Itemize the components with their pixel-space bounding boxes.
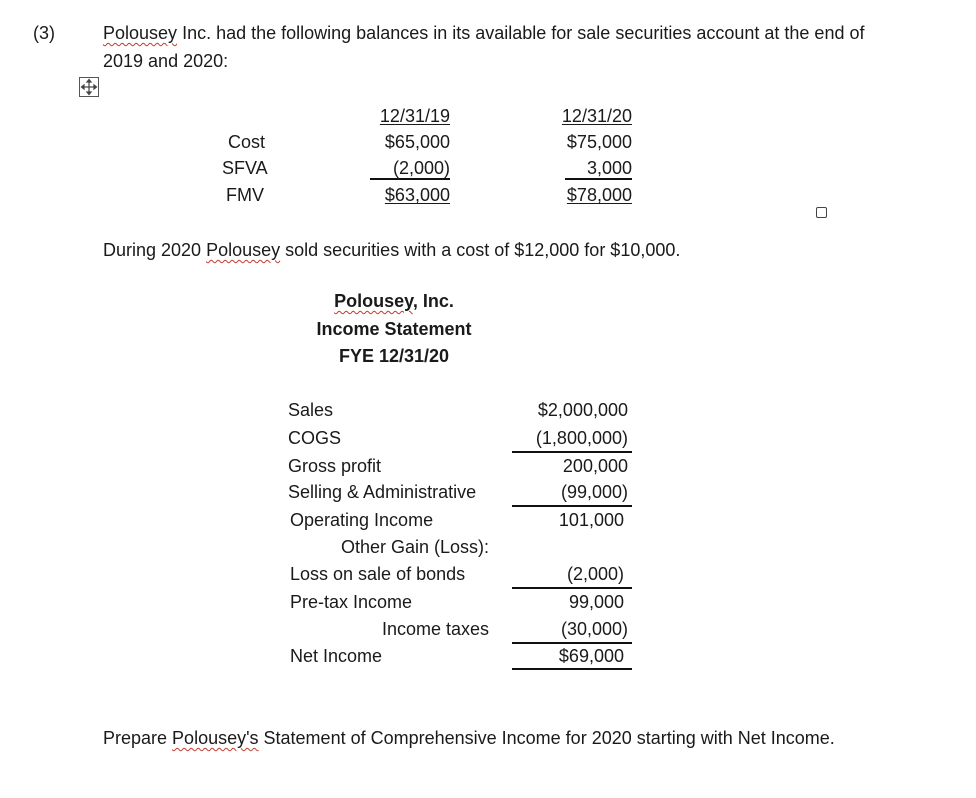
sfva-2019-underline [370, 178, 450, 180]
cost-2020: $75,000 [566, 132, 632, 152]
is-label-pretax-income: Pre-tax Income [290, 592, 413, 612]
net-income-underline [512, 668, 632, 670]
intro-line-2: 2019 and 2020: [103, 51, 229, 71]
loss-underline [512, 587, 632, 589]
is-value-loss-on-sale: (2,000) [566, 564, 624, 584]
is-value-operating-income: 101,000 [558, 510, 624, 530]
intro-text: Inc. had the following balances in its available for sale securities account at the end of [177, 23, 865, 43]
col-header-2020: 12/31/20 [561, 106, 632, 126]
col-header-2019: 12/31/19 [379, 106, 450, 126]
company-name: Polousey [103, 23, 178, 43]
is-label-loss-on-sale: Loss on sale of bonds [290, 564, 466, 584]
is-label-operating-income: Operating Income [290, 510, 434, 530]
is-value-sales: $2,000,000 [537, 400, 628, 420]
fmv-2020: $78,000 [566, 185, 632, 205]
selling-admin-underline [512, 505, 632, 507]
taxes-underline [512, 642, 632, 644]
is-label-gross-profit: Gross profit [288, 456, 382, 476]
is-value-pretax-income: 99,000 [568, 592, 624, 612]
question-intro [103, 22, 864, 44]
is-label-selling-admin: Selling & Administrative [288, 482, 477, 502]
fmv-2019: $63,000 [384, 185, 450, 205]
is-label-net-income: Net Income [290, 646, 383, 666]
is-value-cogs: (1,800,000) [535, 428, 628, 448]
statement-title: Income Statement [316, 319, 472, 339]
table-move-handle[interactable] [79, 77, 99, 97]
row-label-cost: Cost [228, 132, 266, 152]
move-icon [80, 78, 98, 96]
cogs-underline [512, 451, 632, 453]
is-label-other-gain-loss: Other Gain (Loss): [341, 537, 490, 557]
statement-company: Polousey, Inc. [334, 291, 454, 311]
cost-2019: $65,000 [384, 132, 450, 152]
row-label-fmv: FMV [226, 185, 264, 205]
checkbox[interactable] [816, 207, 827, 218]
company-name: Polousey [206, 240, 281, 260]
sfva-2020-underline [565, 178, 632, 180]
is-value-net-income: $69,000 [558, 646, 624, 666]
is-label-cogs: COGS [288, 428, 342, 448]
is-label-sales: Sales [288, 400, 334, 420]
statement-period: FYE 12/31/20 [338, 346, 450, 366]
is-value-selling-admin: (99,000) [560, 482, 628, 502]
question-number: (3) [33, 23, 55, 43]
is-label-income-taxes: Income taxes [382, 619, 490, 639]
company-name: Polousey's [172, 728, 259, 748]
prompt-text: Prepare Polousey's Statement of Comprehensive Income for 2020 starting with Net Income. [103, 728, 835, 748]
is-value-gross-profit: 200,000 [562, 456, 628, 476]
sfva-2019: (2,000) [392, 158, 450, 178]
sfva-2020: 3,000 [586, 158, 632, 178]
row-label-sfva: SFVA [222, 158, 268, 178]
transaction-text: During 2020 Polousey sold securities with a cost of $12,000 for $10,000. [103, 240, 681, 260]
is-value-income-taxes: (30,000) [560, 619, 628, 639]
